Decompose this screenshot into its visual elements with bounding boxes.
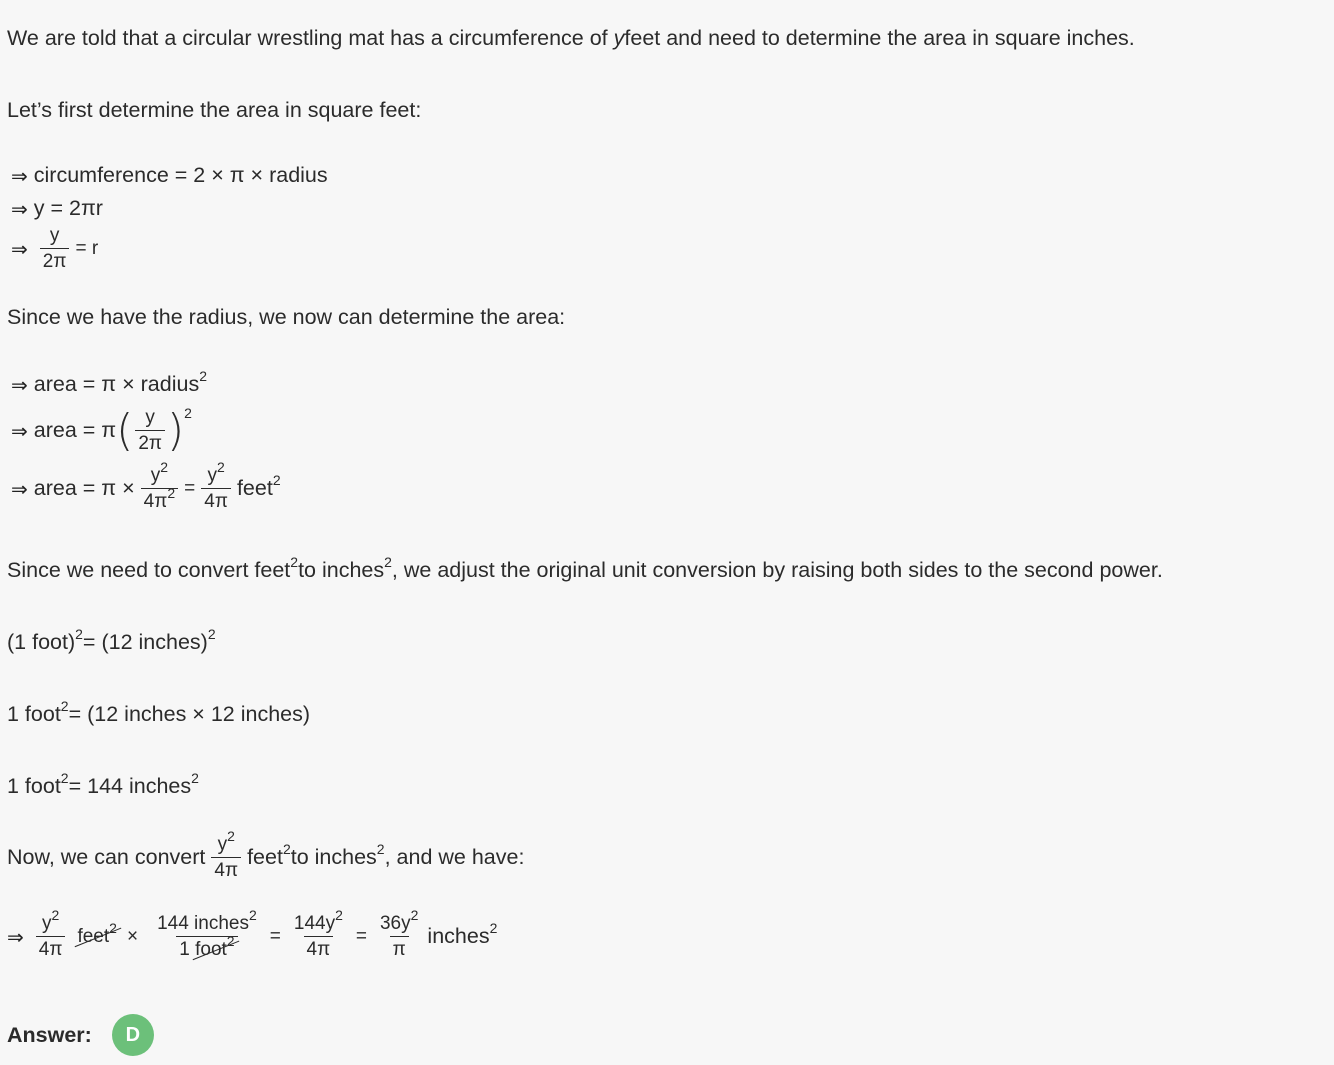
equation-part: 1 foot: [7, 774, 61, 798]
implies-arrow-icon: ⇒: [11, 476, 28, 501]
conversion-part: to inches: [298, 558, 385, 582]
radius-line: [7, 226, 98, 271]
denominator: [176, 933, 237, 960]
exponent: 2: [290, 553, 299, 570]
answer-row: [7, 1014, 154, 1056]
exponent: 2: [410, 907, 419, 923]
numerator: [39, 907, 62, 936]
implies-arrow-icon: ⇒: [11, 163, 28, 188]
cancelled-foot: [195, 933, 235, 960]
conversion-part: , we adjust the original unit conversion by raising both sides to the second power.: [391, 558, 1163, 582]
feet-unit: feet: [77, 925, 110, 947]
foot-unit: foot: [195, 939, 227, 960]
exponent: 2: [191, 769, 199, 786]
exponent: 2: [199, 367, 207, 384]
y-equation: y = 2πr: [33, 196, 103, 220]
denominator: 2π: [135, 430, 165, 453]
area-label: area = π: [33, 418, 117, 442]
exponent: 2: [384, 553, 392, 570]
exponent: 2: [60, 769, 69, 786]
foot-144-equation: [7, 769, 199, 799]
radius-equals: = r: [75, 237, 99, 259]
now-part: , and we have:: [384, 845, 525, 869]
implies-arrow-icon: ⇒: [11, 418, 28, 443]
exponent: 2: [184, 404, 192, 421]
denominator-text: 1: [179, 939, 196, 960]
numerator-text: y: [217, 834, 228, 855]
area-equation: area = π × radius: [33, 372, 200, 396]
36y2-over-pi-fraction: [377, 907, 421, 960]
exponent: 2: [207, 625, 216, 642]
numerator: [377, 907, 421, 936]
exponent: 2: [60, 697, 69, 714]
first-step-text: [7, 98, 421, 123]
denominator: 4π: [304, 936, 334, 959]
exponent: 2: [489, 919, 498, 936]
intro-variable: y: [613, 26, 625, 50]
denominator-text: 4π: [143, 491, 168, 512]
exponent: 2: [167, 485, 176, 501]
numerator-text: 144 inches: [157, 913, 249, 934]
implies-arrow-icon: ⇒: [11, 372, 28, 397]
now-part: Now, we can convert: [7, 845, 206, 869]
intro-part: We are told that a circular wrestling mat has a circumference of: [7, 26, 608, 50]
answer-label: Answer:: [7, 1022, 92, 1047]
area-line-1: [7, 367, 207, 397]
exponent: 2: [227, 828, 235, 844]
y2-over-4pi-fraction: [36, 907, 66, 960]
cancelled-feet: [77, 919, 117, 948]
exponent: 2: [160, 459, 169, 475]
y2-over-4pi-fraction: [201, 459, 231, 512]
implies-arrow-icon: ⇒: [7, 924, 24, 949]
first-step-label: Let’s first determine the area in square feet:: [7, 98, 422, 122]
equals-sign: =: [184, 477, 196, 499]
equation-part: = (12 inches × 12 inches): [68, 702, 311, 726]
exponent: 2: [335, 907, 343, 923]
right-paren-icon: ): [167, 404, 185, 456]
exponent: 2: [75, 625, 83, 642]
denominator: π: [390, 936, 409, 959]
denominator: 4π: [36, 936, 66, 959]
conversion-text: [7, 553, 1163, 583]
answer-badge: D: [112, 1014, 154, 1056]
intro-part: feet and need to determine the area in square inches.: [624, 26, 1135, 50]
since-radius-label: Since we have the radius, we now can determine the area:: [7, 305, 566, 329]
exponent: 2: [376, 840, 385, 857]
foot-expanded-equation: [7, 697, 311, 727]
now-part: feet: [247, 845, 283, 869]
denominator: [141, 485, 178, 512]
numerator-text: y: [207, 465, 217, 486]
feet-unit: feet: [236, 476, 273, 500]
denominator: 4π: [211, 857, 241, 880]
exponent: 2: [272, 471, 281, 488]
exponent: 2: [51, 907, 60, 923]
equation-part: = (12 inches): [82, 630, 208, 654]
denominator: 2π: [40, 248, 70, 271]
exponent: 2: [226, 933, 235, 949]
y2-over-4pi2-fraction: [141, 459, 178, 512]
circumference-equation: circumference = 2 × π × radius: [33, 163, 328, 187]
final-equation: [7, 907, 498, 960]
exponent: 2: [248, 907, 257, 923]
144y2-over-4pi-fraction: [291, 907, 346, 960]
area-lead: area = π ×: [33, 476, 135, 500]
numerator: [154, 907, 260, 936]
numerator: [204, 459, 227, 488]
now-convert-text: [7, 828, 525, 881]
times-sign: ×: [126, 925, 139, 947]
inches-unit: inches: [427, 924, 490, 948]
numerator-text: 144y: [293, 913, 336, 934]
circumference-line: [7, 163, 328, 188]
numerator: [291, 907, 346, 936]
left-paren-icon: (: [116, 404, 134, 456]
numerator-text: y: [41, 913, 52, 934]
exponent: 2: [216, 459, 225, 475]
now-part: to inches: [290, 845, 377, 869]
area-line-3: [7, 459, 281, 512]
equation-part: (1 foot): [7, 630, 76, 654]
numerator-text: 36y: [379, 913, 411, 934]
y-equation-line: [7, 196, 103, 221]
numerator-text: y: [150, 465, 161, 486]
exponent: 2: [109, 919, 117, 936]
equation-part: 1 foot: [7, 702, 61, 726]
implies-arrow-icon: ⇒: [11, 196, 28, 221]
y-over-2pi-fraction: [40, 226, 70, 271]
y-over-2pi-fraction: [135, 408, 165, 453]
144-inches-over-1-foot-fraction: [154, 907, 260, 960]
implies-arrow-icon: ⇒: [11, 236, 28, 261]
equals-sign: =: [269, 925, 281, 947]
equation-part: = 144 inches: [68, 774, 192, 798]
equals-sign: =: [355, 925, 367, 947]
foot-squared-equation: [7, 625, 216, 655]
numerator: y: [145, 407, 155, 428]
denominator: 4π: [201, 488, 231, 511]
since-radius-text: [7, 305, 565, 330]
intro-text: [7, 26, 1135, 51]
conversion-part: Since we need to convert feet: [7, 558, 291, 582]
exponent: 2: [282, 840, 291, 857]
area-line-2: [7, 404, 192, 456]
y2-over-4pi-fraction: [211, 828, 241, 881]
numerator: [215, 828, 238, 857]
numerator: y: [49, 225, 60, 246]
